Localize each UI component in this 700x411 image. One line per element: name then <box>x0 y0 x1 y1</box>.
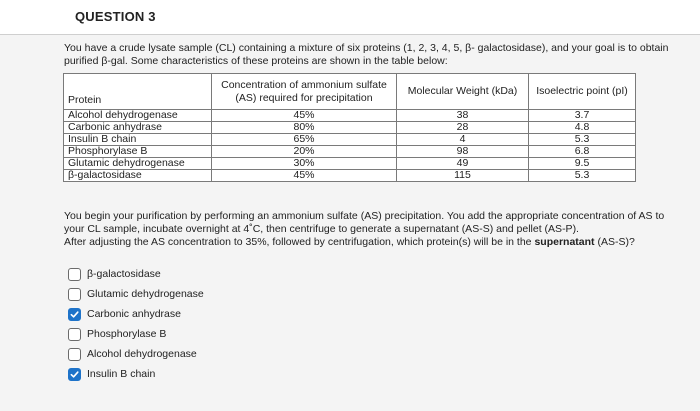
option-label: Carbonic anhydrase <box>87 308 181 320</box>
cell-protein: Phosphorylase B <box>64 146 212 158</box>
question-intro: You have a crude lysate sample (CL) containing a mixture of six proteins (1, 2, 3, 4, 5, β- galactosidase), and your goal is to obtain purified β-gal. Some characteristics of these proteins are shown in the table below: <box>64 42 669 67</box>
question-prompt <box>64 236 674 249</box>
cell-as: 80% <box>212 122 397 134</box>
checkmark-icon <box>70 310 79 319</box>
cell-pi: 6.8 <box>529 146 636 158</box>
table-row <box>64 158 636 170</box>
cell-protein: β-galactosidase <box>64 170 212 182</box>
table-row <box>64 122 636 134</box>
header-molecular-weight: Molecular Weight (kDa) <box>397 74 529 110</box>
prompt-prefix: After adjusting the AS concentration to 35%, followed by centrifugation, which protein(s) will be in the <box>64 236 535 248</box>
option-label: Glutamic dehydrogenase <box>87 288 204 300</box>
table-row <box>64 170 636 182</box>
cell-pi: 5.3 <box>529 170 636 182</box>
header-as-concentration: Concentration of ammonium sulfate (AS) required for precipitation <box>212 74 397 110</box>
option-label: Alcohol dehydrogenase <box>87 348 197 360</box>
checkbox[interactable] <box>68 268 81 281</box>
table-header-row <box>64 74 636 110</box>
cell-pi: 9.5 <box>529 158 636 170</box>
cell-pi: 3.7 <box>529 110 636 122</box>
option-phosphorylase-b[interactable] <box>68 324 204 344</box>
cell-mw: 49 <box>397 158 529 170</box>
option-beta-galactosidase[interactable] <box>68 264 204 284</box>
option-glutamic-dehydrogenase[interactable] <box>68 284 204 304</box>
cell-pi: 4.8 <box>529 122 636 134</box>
cell-protein: Glutamic dehydrogenase <box>64 158 212 170</box>
checkmark-icon <box>70 370 79 379</box>
cell-pi: 5.3 <box>529 134 636 146</box>
question-title: QUESTION 3 <box>75 9 156 24</box>
cell-mw: 4 <box>397 134 529 146</box>
cell-protein: Carbonic anhydrase <box>64 122 212 134</box>
answer-options <box>68 264 204 384</box>
option-alcohol-dehydrogenase[interactable] <box>68 344 204 364</box>
checkbox[interactable] <box>68 308 81 321</box>
question-paragraph-2: You begin your purification by performing an ammonium sulfate (AS) precipitation. You add the appropriate concentration of AS to your CL sample, incubate overnight at 4˚C, then centrifuge to generate a supernatant (AS-S) and pellet (AS-P). <box>64 210 665 235</box>
cell-mw: 115 <box>397 170 529 182</box>
header-isoelectric-point: Isoelectric point (pI) <box>529 74 636 110</box>
table-row <box>64 134 636 146</box>
option-insulin-b-chain[interactable] <box>68 364 204 384</box>
cell-as: 20% <box>212 146 397 158</box>
checkbox[interactable] <box>68 288 81 301</box>
cell-protein: Alcohol dehydrogenase <box>64 110 212 122</box>
option-label: Insulin B chain <box>87 368 156 380</box>
cell-as: 65% <box>212 134 397 146</box>
cell-mw: 98 <box>397 146 529 158</box>
cell-protein: Insulin B chain <box>64 134 212 146</box>
checkbox[interactable] <box>68 368 81 381</box>
checkbox[interactable] <box>68 328 81 341</box>
option-label: β-galactosidase <box>87 268 161 280</box>
checkbox[interactable] <box>68 348 81 361</box>
table-row <box>64 110 636 122</box>
header-protein: Protein <box>64 74 212 110</box>
option-label: Phosphorylase B <box>87 328 167 340</box>
cell-mw: 38 <box>397 110 529 122</box>
protein-table <box>63 73 636 182</box>
cell-as: 45% <box>212 110 397 122</box>
question-header <box>0 0 700 35</box>
option-carbonic-anhydrase[interactable] <box>68 304 204 324</box>
table-row <box>64 146 636 158</box>
prompt-bold: supernatant <box>534 236 595 248</box>
prompt-suffix: (AS-S)? <box>594 236 635 248</box>
cell-as: 30% <box>212 158 397 170</box>
cell-as: 45% <box>212 170 397 182</box>
cell-mw: 28 <box>397 122 529 134</box>
